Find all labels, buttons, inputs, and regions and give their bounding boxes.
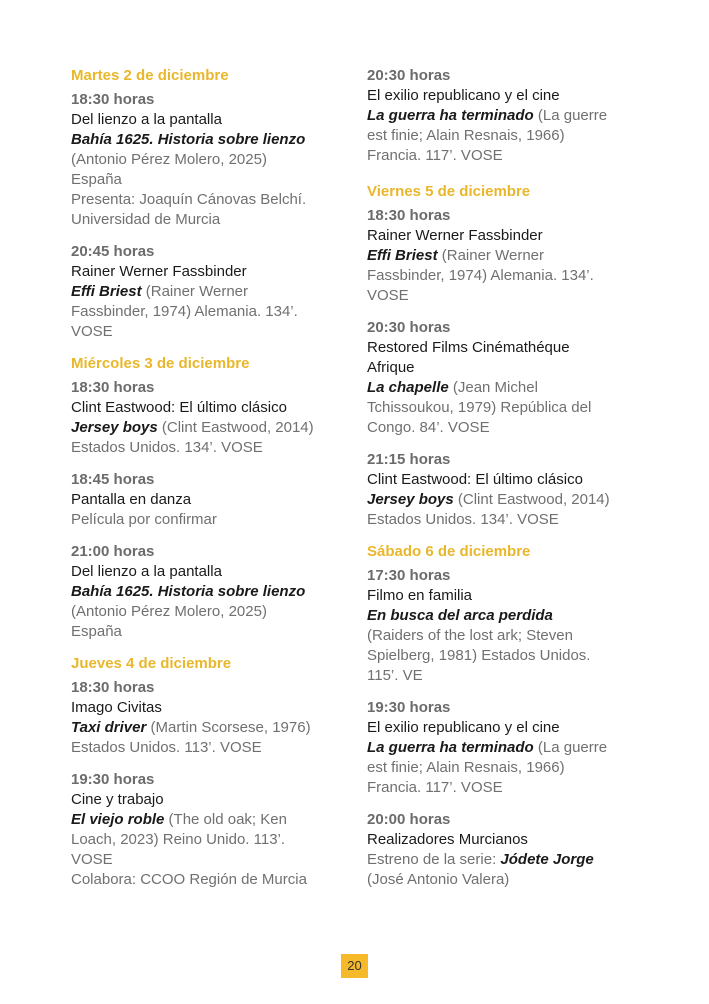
event — [71, 90, 356, 230]
film-title: Effi Briest — [367, 247, 438, 264]
event-detail: (José Antonio Valera) — [367, 871, 510, 888]
film-credits: (Clint Eastwood, 2014) — [453, 491, 610, 508]
event-series: Filmo en familia — [367, 587, 473, 604]
event-detail: (Antonio Pérez Molero, 2025) — [71, 151, 267, 168]
page-number-badge: 20 — [341, 954, 368, 978]
event-time: 18:45 horas — [71, 471, 155, 488]
event-detail: Loach, 2023) Reino Unido. 113’. — [71, 831, 286, 848]
event-detail: (Raiders of the lost ark; Steven — [367, 627, 573, 644]
film-title: El viejo roble — [71, 811, 165, 828]
event-time: 18:30 horas — [367, 207, 451, 224]
film-credits: (Jean Michel — [448, 379, 538, 396]
event-time: 18:30 horas — [71, 679, 155, 696]
event — [367, 566, 657, 686]
event-detail: Spielberg, 1981) Estados Unidos. — [367, 647, 591, 664]
event-series: El exilio republicano y el cine — [367, 719, 560, 736]
event — [367, 450, 657, 530]
event-series: Pantalla en danza — [71, 491, 192, 508]
event — [367, 318, 657, 438]
event — [367, 206, 657, 306]
event-detail: Congo. 84’. VOSE — [367, 419, 490, 436]
day-block — [367, 182, 657, 530]
event-detail: Fassbinder, 1974) Alemania. 134’. — [71, 303, 298, 320]
day-heading: Sábado 6 de diciembre — [367, 543, 531, 560]
event-detail: España — [71, 623, 122, 640]
day-heading: Jueves 4 de diciembre — [71, 655, 232, 672]
event-detail: Estados Unidos. 134’. VOSE — [71, 439, 263, 456]
event-detail: Estados Unidos. 134’. VOSE — [367, 511, 559, 528]
title-prefix: Estreno de la serie: — [367, 851, 501, 868]
event — [367, 810, 657, 890]
event-time: 20:30 horas — [367, 319, 451, 336]
event-time: 20:45 horas — [71, 243, 155, 260]
film-title: Effi Briest — [71, 283, 142, 300]
event-series: El exilio republicano y el cine — [367, 87, 560, 104]
film-credits: (The old oak; Ken — [164, 811, 287, 828]
left-column — [71, 66, 356, 902]
film-title: Jersey boys — [367, 491, 454, 508]
event-detail: Fassbinder, 1974) Alemania. 134’. — [367, 267, 594, 284]
event-series: Del lienzo a la pantalla — [71, 111, 222, 128]
film-title: Jersey boys — [71, 419, 158, 436]
event-detail: Tchissoukou, 1979) República del — [367, 399, 592, 416]
event-detail: Universidad de Murcia — [71, 211, 221, 228]
event-time: 20:30 horas — [367, 67, 451, 84]
event-series: Realizadores Murcianos — [367, 831, 528, 848]
film-credits: (La guerre — [533, 739, 608, 756]
event-series: Cine y trabajo — [71, 791, 164, 808]
event-detail: Francia. 117’. VOSE — [367, 147, 503, 164]
event — [71, 378, 356, 458]
event-detail: España — [71, 171, 122, 188]
film-title: La guerra ha terminado — [367, 739, 534, 756]
event-detail: est finie; Alain Resnais, 1966) — [367, 759, 565, 776]
event-series: Clint Eastwood: El último clásico — [367, 471, 583, 488]
film-title: La chapelle — [367, 379, 449, 396]
event-time: 19:30 horas — [71, 771, 155, 788]
film-title: En busca del arca perdida — [367, 607, 553, 624]
event-series: Clint Eastwood: El último clásico — [71, 399, 287, 416]
day-block — [71, 66, 356, 342]
day-block — [367, 542, 657, 890]
film-title: Jódete Jorge — [500, 851, 594, 868]
event-series: Restored Films Cinémathéque Afrique — [367, 339, 570, 376]
event-time: 21:15 horas — [367, 451, 451, 468]
event-time: 19:30 horas — [367, 699, 451, 716]
event-series: Imago Civitas — [71, 699, 162, 716]
event-time: 20:00 horas — [367, 811, 451, 828]
day-heading: Viernes 5 de diciembre — [367, 183, 531, 200]
event-detail: Francia. 117’. VOSE — [367, 779, 503, 796]
film-title: Bahía 1625. Historia sobre lienzo — [71, 131, 306, 148]
film-title: Bahía 1625. Historia sobre lienzo — [71, 583, 306, 600]
event-detail: 115’. VE — [367, 667, 423, 684]
day-block — [71, 354, 356, 642]
right-column — [367, 66, 657, 902]
event-time: 18:30 horas — [71, 379, 155, 396]
event-detail: VOSE — [71, 323, 113, 340]
event-detail: Película por confirmar — [71, 511, 217, 528]
film-credits: (Clint Eastwood, 2014) — [157, 419, 314, 436]
day-heading: Miércoles 3 de diciembre — [71, 355, 250, 372]
event-time: 18:30 horas — [71, 91, 155, 108]
event — [367, 66, 657, 166]
event-detail: Colabora: CCOO Región de Murcia — [71, 871, 307, 888]
film-title: La guerra ha terminado — [367, 107, 534, 124]
day-heading: Martes 2 de diciembre — [71, 67, 229, 84]
event-series: Rainer Werner Fassbinder — [367, 227, 543, 244]
film-credits: (La guerre — [533, 107, 608, 124]
film-title: Taxi driver — [71, 719, 147, 736]
film-credits: (Martin Scorsese, 1976) — [146, 719, 311, 736]
event-series: Del lienzo a la pantalla — [71, 563, 222, 580]
event — [71, 542, 356, 642]
event — [71, 678, 356, 758]
day-block — [71, 654, 356, 890]
event-detail: Estados Unidos. 113’. VOSE — [71, 739, 262, 756]
event — [367, 698, 657, 798]
film-credits: (Rainer Werner — [141, 283, 248, 300]
event-detail: Presenta: Joaquín Cánovas Belchí. — [71, 191, 307, 208]
event — [71, 770, 356, 890]
event-detail: est finie; Alain Resnais, 1966) — [367, 127, 565, 144]
event-time: 21:00 horas — [71, 543, 155, 560]
event-detail: (Antonio Pérez Molero, 2025) — [71, 603, 267, 620]
event-series: Rainer Werner Fassbinder — [71, 263, 247, 280]
event-detail: VOSE — [367, 287, 409, 304]
event-time: 17:30 horas — [367, 567, 451, 584]
event-detail: VOSE — [71, 851, 113, 868]
film-credits: (Rainer Werner — [437, 247, 544, 264]
event — [71, 242, 356, 342]
event — [71, 470, 356, 530]
